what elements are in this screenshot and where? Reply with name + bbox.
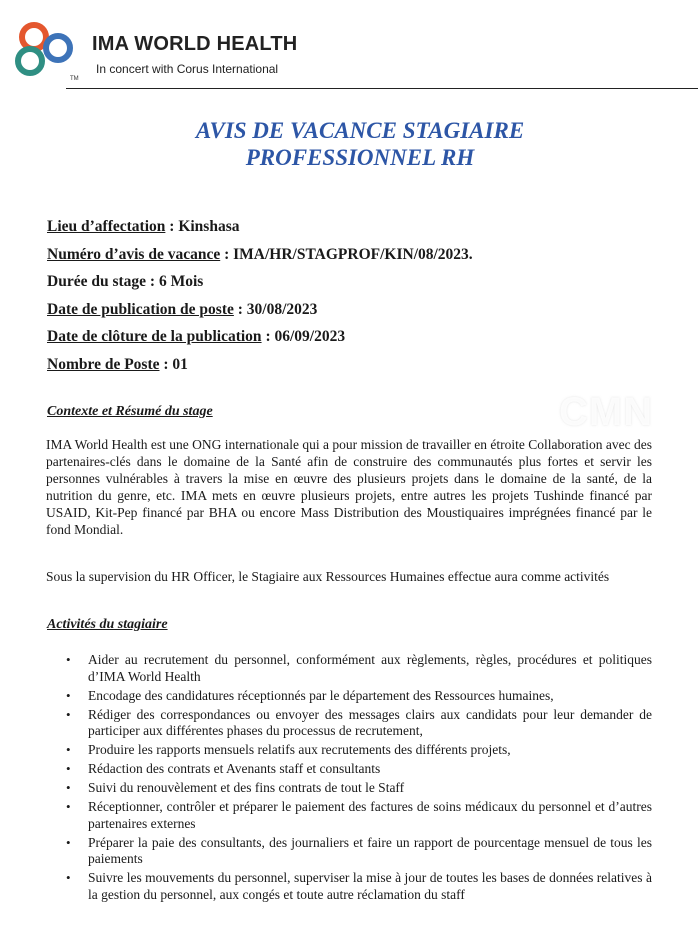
field-separator: :	[165, 218, 179, 235]
field-value: 01	[172, 355, 188, 373]
field-separator: :	[220, 245, 234, 263]
field-value: 6 Mois	[158, 273, 204, 290]
supervision-paragraph: Sous la supervision du HR Officer, le Stagiaire aux Ressources Humaines effectue aura comme activités	[46, 569, 610, 584]
list-item: • Suivre les mouvements du personnel, superviser la mise à jour de toutes les bases de données relatives à la gestion du personnel, aux congés et toute autre réclamation du staff	[66, 870, 652, 903]
list-item: • Réceptionner, contrôler et préparer le paiement des factures de soins médicaux du personnel et d’autres partenaires externes	[66, 799, 652, 832]
field-date-publication	[47, 296, 667, 324]
list-item: • Produire les rapports mensuels relatifs aux recrutements des différents projets,	[66, 742, 652, 759]
list-item: • Suivi du renouvèlement et des fins contrats de tout le Staff	[66, 780, 652, 797]
vacancy-details	[47, 213, 667, 378]
list-item: • Préparer la paie des consultants, des journaliers et faire un rapport de pourcentage mensuel de tous les paiements	[66, 835, 652, 868]
field-separator: :	[233, 300, 247, 318]
context-heading: Contexte et Résumé du stage	[47, 404, 213, 419]
field-label: Durée du stage	[47, 273, 147, 290]
field-label: Date de publication de poste	[47, 300, 234, 318]
field-separator: :	[159, 355, 173, 373]
ima-rings-logo-icon	[10, 18, 80, 82]
page-title-line-1: AVIS DE VACANCE STAGIAIRE	[195, 118, 525, 143]
activities-list	[66, 652, 652, 906]
field-label: Lieu d’affectation	[47, 218, 166, 235]
list-item: • Rédaction des contrats et Avenants staff et consultants	[66, 761, 652, 778]
field-label: Nombre de Poste	[47, 355, 160, 373]
org-tagline: In concert with Corus International	[96, 62, 279, 76]
field-value: 06/09/2023	[274, 328, 346, 345]
header-divider	[66, 88, 698, 89]
field-date-cloture	[47, 323, 667, 351]
field-label: Date de clôture de la publication	[47, 328, 262, 345]
field-separator: :	[261, 328, 275, 345]
cmn-watermark: CMN	[559, 390, 654, 434]
list-item: • Aider au recrutement du personnel, conformément aux règlements, règles, procédures et politiques d’IMA World Health	[66, 652, 652, 685]
field-value: IMA/HR/STAGPROF/KIN/08/2023.	[233, 245, 473, 263]
field-duree	[47, 268, 667, 296]
field-numero-avis	[47, 241, 667, 269]
field-separator: :	[146, 273, 159, 290]
org-name: IMA WORLD HEALTH	[92, 33, 298, 55]
activities-heading: Activités du stagiaire	[47, 617, 168, 632]
field-label: Numéro d’avis de vacance	[47, 245, 221, 263]
list-item: • Encodage des candidatures réceptionnés par le département des Ressources humaines,	[66, 688, 652, 705]
page-title-line-2: PROFESSIONNEL RH	[245, 145, 475, 170]
context-paragraph: IMA World Health est une ONG internationale qui a pour mission de travailler en étroite Collaboration avec des partenaires-clés dans le domaine de la Santé afin de construire des communautés plus fortes et servir les personnes vulnérables à travers la mise en œuvre des plusieurs projets dans le domaine de la santé, de la nutrition du genre, etc. IMA mets en œuvre plusieurs projets, entre autres les projets Tushinde financé par USAID, Kit-Pep financé par BHA ou encore Mass Distribution des Moustiquaires imprégnées financé par le fond Mondial.	[46, 437, 652, 537]
logo-trademark: TM	[70, 76, 79, 82]
field-value: Kinshasa	[178, 218, 240, 235]
field-lieu	[47, 213, 667, 241]
field-nombre-poste	[47, 351, 667, 379]
letterhead	[10, 16, 690, 90]
list-item: • Rédiger des correspondances ou envoyer des messages clairs aux candidats pour leur demander de participer aux différentes phases du processus de recrutement,	[66, 707, 652, 740]
field-value: 30/08/2023	[246, 300, 318, 318]
